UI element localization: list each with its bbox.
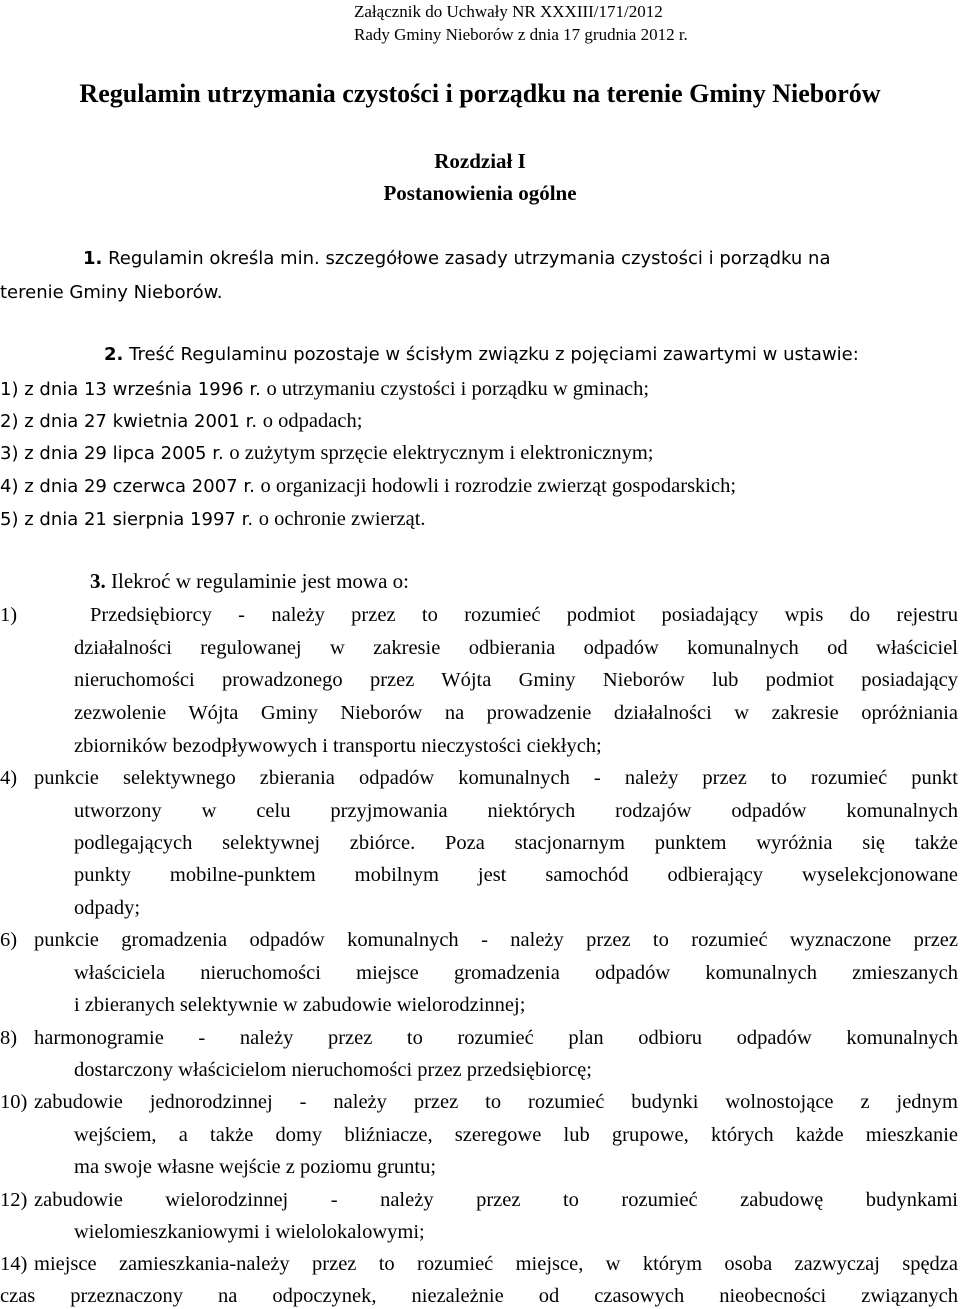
definition-line: punkcie selektywnego zbierania odpadów komunalnych - należy przez to rozumieć punkt xyxy=(34,767,958,789)
definition-number: 1) xyxy=(0,604,18,626)
definition-line: działalności regulowanej w zakresie odbierania odpadów komunalnych od właściciel xyxy=(74,637,958,659)
law-list-item xyxy=(0,473,960,500)
section-1-text: Regulamin określa min. szczegółowe zasady utrzymania czystości i porządku na xyxy=(108,248,831,269)
attachment-note-line-2: Rady Gminy Nieborów z dnia 17 grudnia 2012 r. xyxy=(354,25,688,44)
section-2-intro: Treść Regulaminu pozostaje w ścisłym związku z pojęciami zawartymi w ustawie: xyxy=(129,344,859,365)
definition-line: zabudowie wielorodzinnej - należy przez to rozumieć zabudowę budynkami xyxy=(34,1189,958,1211)
section-2-number: 2. xyxy=(104,344,124,365)
law-title: o organizacji hodowli i rozrodzie zwierząt gospodarskich; xyxy=(260,475,737,497)
definition-line: właściciela nieruchomości miejsce gromadzenia odpadów komunalnych zmieszanych xyxy=(74,962,958,984)
chapter-name: Postanowienia ogólne xyxy=(383,181,577,205)
law-list-item xyxy=(0,506,960,533)
list-number: 3) xyxy=(0,443,19,464)
definition-line: utworzony w celu przyjmowania niektórych rodzajów odpadów komunalnych xyxy=(74,800,958,822)
chapter-number: Rozdział I xyxy=(434,149,526,173)
definition-line: czas przeznaczony na odpoczynek, niezależnie od czasowych nieobecności związanych xyxy=(0,1285,958,1307)
attachment-note-line-1: Załącznik do Uchwały NR XXXIII/171/2012 xyxy=(354,2,663,21)
section-1-number: 1. xyxy=(83,248,103,269)
definition-line: nieruchomości prowadzonego przez Wójta Gminy Nieborów lub podmiot posiadający xyxy=(74,669,958,691)
law-title: o odpadach; xyxy=(262,410,363,432)
law-title: o zużytym sprzęcie elektrycznym i elektronicznym; xyxy=(229,442,654,464)
definition-line: podlegających selektywnej zbiórce. Poza stacjonarnym punktem wyróżnia się także xyxy=(74,832,958,854)
law-date: z dnia 29 czerwca 2007 r. xyxy=(24,476,255,497)
law-title: o utrzymaniu czystości i porządku w gminach; xyxy=(266,378,650,400)
definition-number: 8) xyxy=(0,1027,18,1049)
law-list-item xyxy=(0,408,960,435)
definition-line: punkcie gromadzenia odpadów komunalnych - należy przez to rozumieć wyznaczone przez xyxy=(34,929,958,951)
law-list-item xyxy=(0,376,960,403)
definition-line: punkty mobilne-punktem mobilnym jest samochód odbierający wyselekcjonowane xyxy=(74,864,958,886)
definition-number: 10) xyxy=(0,1091,28,1113)
section-1-line-1 xyxy=(83,246,960,272)
law-date: z dnia 13 września 1996 r. xyxy=(24,379,261,400)
definition-line: i zbieranych selektywnie w zabudowie wielorodzinnej; xyxy=(74,994,526,1016)
definition-line: odpady; xyxy=(74,897,141,919)
law-date: z dnia 29 lipca 2005 r. xyxy=(24,443,224,464)
definition-line: miejsce zamieszkania-należy przez to rozumieć miejsce, w którym osoba zazwyczaj spędza xyxy=(34,1253,958,1275)
law-title: o ochronie zwierząt. xyxy=(258,508,426,530)
definition-number: 4) xyxy=(0,767,18,789)
list-number: 5) xyxy=(0,509,19,530)
section-3-intro: Ilekroć w regulaminie jest mowa o: xyxy=(111,569,409,593)
definition-number: 12) xyxy=(0,1189,28,1211)
section-1-line-2: terenie Gminy Nieborów. xyxy=(0,282,223,303)
definition-line: harmonogramie - należy przez to rozumieć plan odbioru odpadów komunalnych xyxy=(34,1027,958,1049)
list-number: 2) xyxy=(0,411,19,432)
definition-line: ma swoje własne wejście z poziomu gruntu; xyxy=(74,1156,437,1178)
definition-line: wielomieszkaniowymi i wielolokalowymi; xyxy=(74,1221,425,1243)
definition-line: wejściem, a także domy bliźniacze, szeregowe lub grupowe, których każde mieszkanie xyxy=(74,1124,958,1146)
definition-line: dostarczony właścicielom nieruchomości przez przedsiębiorcę; xyxy=(74,1059,592,1081)
definition-number: 14) xyxy=(0,1253,28,1275)
law-date: z dnia 27 kwietnia 2001 r. xyxy=(24,411,258,432)
section-3-number: 3. xyxy=(90,569,106,593)
definition-number: 6) xyxy=(0,929,18,951)
section-2-intro-line xyxy=(104,342,960,368)
list-number: 1) xyxy=(0,379,19,400)
section-3-intro-line xyxy=(90,568,960,594)
attachment-note xyxy=(354,0,688,46)
definition-line: Przedsiębiorcy - należy przez to rozumieć podmiot posiadający wpis do rejestru xyxy=(90,604,958,626)
list-number: 4) xyxy=(0,476,19,497)
document-title: Regulamin utrzymania czystości i porządku na terenie Gminy Nieborów xyxy=(79,79,881,108)
definition-line: zbiorników bezodpływowych i transportu nieczystości ciekłych; xyxy=(74,735,602,757)
law-list-item xyxy=(0,440,960,467)
definition-line: zabudowie jednorodzinnej - należy przez to rozumieć budynki wolnostojące z jednym xyxy=(34,1091,958,1113)
law-date: z dnia 21 sierpnia 1997 r. xyxy=(24,509,254,530)
definition-line: zezwolenie Wójta Gminy Nieborów na prowadzenie działalności w zakresie opróżniania xyxy=(74,702,958,724)
